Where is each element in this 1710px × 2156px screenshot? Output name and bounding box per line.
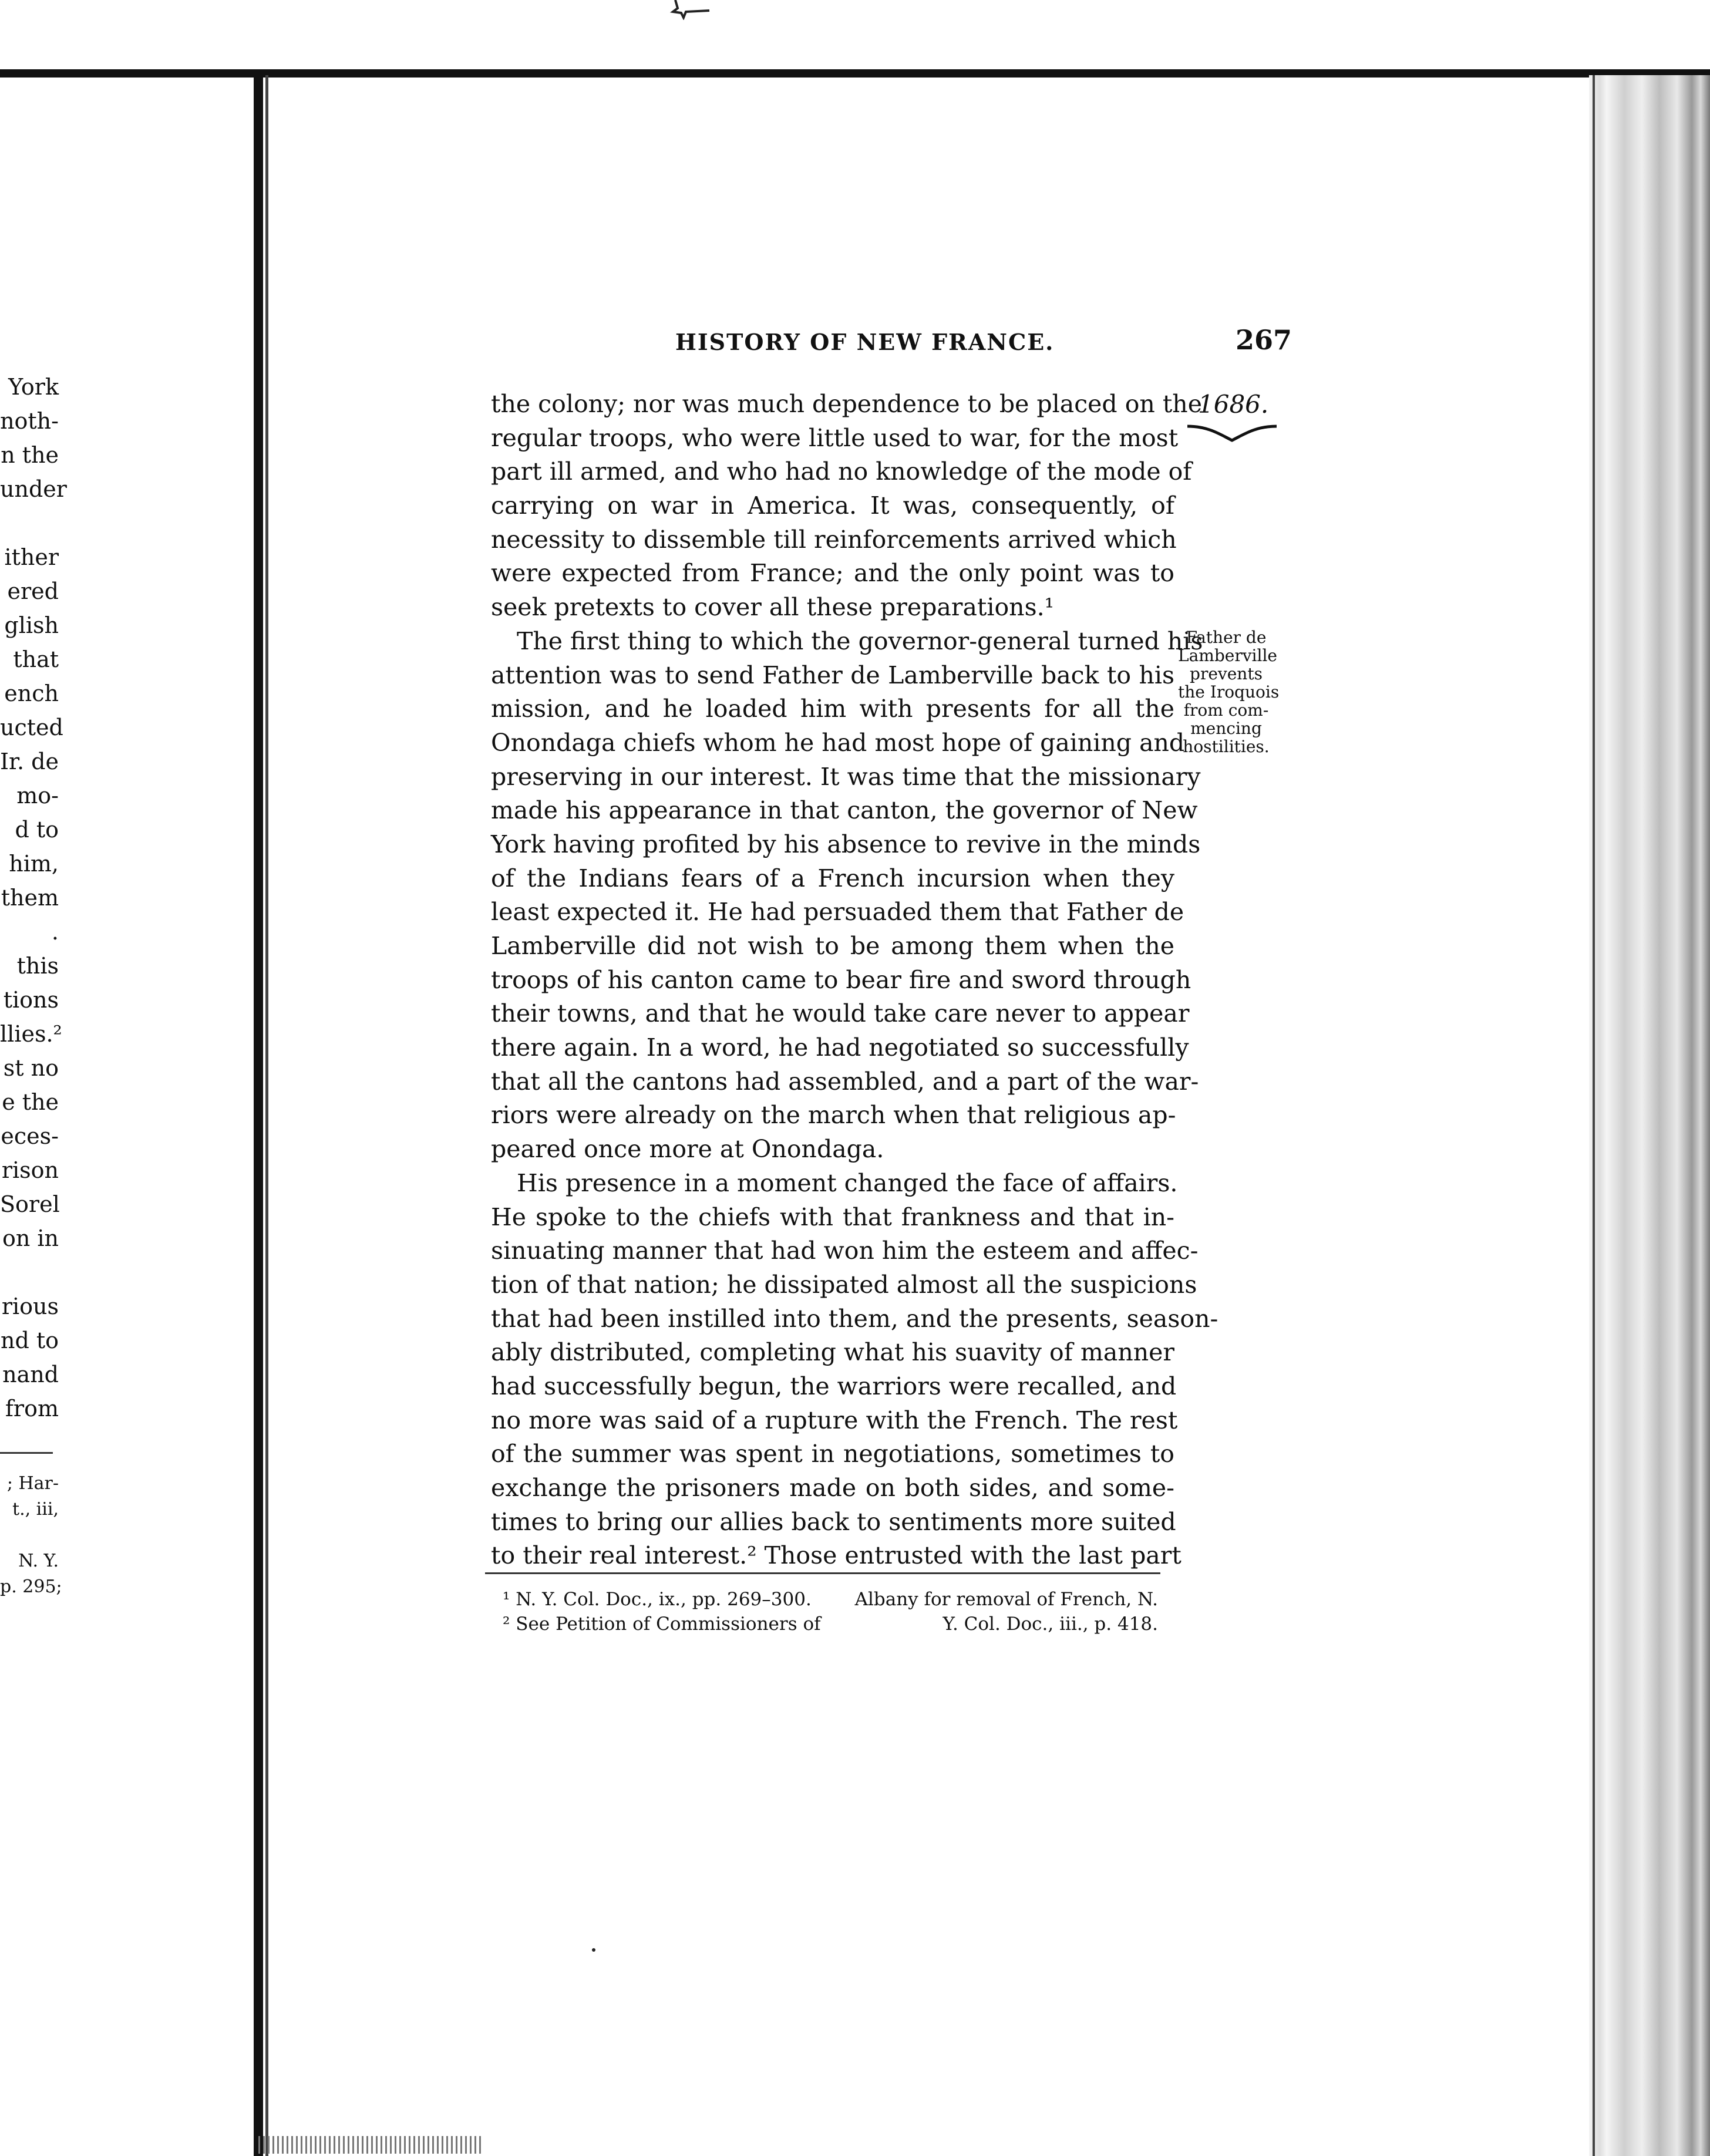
previous-page-line: ucted <box>0 715 63 740</box>
text-line: their towns, and that he would take care never to appear <box>491 999 1190 1028</box>
running-title: HISTORY OF NEW FRANCE. <box>675 329 1055 355</box>
previous-page-line: st no <box>3 1055 59 1081</box>
book-gutter <box>254 75 263 2156</box>
previous-page-text <box>0 370 67 1426</box>
text-line: seek pretexts to cover all these preparations.¹ <box>491 593 1055 622</box>
text-line: preserving in our interest. It was time that the missionary <box>491 762 1201 791</box>
previous-page-line: Ir. de <box>0 749 59 774</box>
text-line: He spoke to the chiefs with that frankness and that in- <box>491 1202 1174 1231</box>
previous-page-note-line: p. 295; <box>0 1576 62 1597</box>
text-line: sinuating manner that had won him the esteem and affec- <box>491 1237 1199 1265</box>
previous-page-line: . <box>51 919 59 945</box>
side-note-line: Lamberville <box>1178 646 1277 665</box>
previous-page-line <box>0 506 59 540</box>
previous-page-line: n the <box>1 442 59 468</box>
previous-page-line: on in <box>2 1225 59 1251</box>
previous-page-line: that <box>13 646 59 672</box>
text-line: necessity to dissemble till reinforcements arrived which <box>491 525 1177 554</box>
margin-brace <box>1185 423 1279 444</box>
text-line: troops of his canton came to bear fire and sword through <box>491 965 1191 994</box>
text-line: part ill armed, and who had no knowledge of the mode of <box>491 457 1192 486</box>
previous-page-line: nd to <box>0 1328 59 1353</box>
previous-page-line: e the <box>2 1089 59 1115</box>
previous-page-line <box>0 1255 59 1289</box>
bottom-page-stub <box>258 2136 482 2154</box>
text-line: of the summer was spent in negotiations, sometimes to <box>491 1440 1174 1468</box>
side-note-line: prevents <box>1190 664 1263 683</box>
side-note-line: from com- <box>1183 700 1269 720</box>
footnote <box>503 1587 1158 1612</box>
previous-page-footnotes <box>0 1471 62 1600</box>
text-line: were expected from France; and the only point was to <box>491 559 1174 588</box>
text-line: peared once more at Onondaga. <box>491 1135 884 1164</box>
previous-page-line: d to <box>15 817 59 843</box>
scan-dot <box>592 1948 595 1952</box>
footnote-left: ¹ N. Y. Col. Doc., ix., pp. 269–300. <box>503 1589 812 1610</box>
previous-page-note-line: ; Har- <box>6 1473 59 1494</box>
book-gutter-shadow <box>265 75 268 2156</box>
text-line: tion of that nation; he dissipated almost all the suspicions <box>491 1270 1197 1299</box>
previous-page-line: from <box>5 1396 59 1421</box>
text-line: there again. In a word, he had negotiated so successfully <box>491 1033 1189 1062</box>
text-line: the colony; nor was much dependence to be placed on the <box>491 390 1202 418</box>
previous-page-line: tions <box>3 987 59 1013</box>
text-line: times to bring our allies back to sentiments more suited <box>491 1507 1176 1536</box>
previous-page-line: mo- <box>16 783 59 808</box>
text-line: exchange the prisoners made on both sides, and some- <box>491 1474 1174 1502</box>
previous-page-line: this <box>16 953 59 979</box>
footnote-right: Y. Col. Doc., iii., p. 418. <box>942 1613 1158 1635</box>
text-line: Onondaga chiefs whom he had most hope of gaining and <box>491 728 1185 757</box>
footnote-left: ² See Petition of Commissioners of <box>503 1613 821 1635</box>
previous-page-line: York <box>8 374 59 400</box>
text-line: made his appearance in that canton, the governor of New <box>491 796 1198 825</box>
previous-page-line: ither <box>4 544 59 570</box>
text-line: no more was said of a rupture with the French. The rest <box>491 1406 1178 1434</box>
text-line: mission, and he loaded him with presents for all the <box>491 695 1174 723</box>
previous-page-line: ench <box>4 681 59 706</box>
side-note-line: the Iroquois <box>1178 682 1280 702</box>
previous-page-line: ered <box>7 578 59 604</box>
page-number: 267 <box>1236 324 1292 356</box>
footnote-rule <box>485 1572 1160 1574</box>
previous-page-line: rison <box>1 1157 59 1183</box>
text-line: Lamberville did not wish to be among them when the <box>491 932 1174 960</box>
text-line: to their real interest.² Those entrusted with the last part <box>491 1541 1181 1570</box>
previous-page-line: under <box>0 476 67 502</box>
previous-page-line: llies.² <box>0 1021 62 1047</box>
side-note-line: Father de <box>1186 628 1267 647</box>
text-line: carrying on war in America. It was, consequently, of <box>491 491 1174 520</box>
text-line: had successfully begun, the warriors were recalled, and <box>491 1372 1177 1400</box>
text-line: of the Indians fears of a French incursion when they <box>491 864 1174 892</box>
previous-page-line: him, <box>9 851 59 877</box>
text-line: attention was to send Father de Lamberville back to his <box>491 661 1174 689</box>
previous-page-line: noth- <box>0 408 59 434</box>
page-edge-line <box>1593 75 1595 2156</box>
previous-page-line: glish <box>4 612 59 638</box>
previous-page-footnote-rule <box>0 1452 53 1454</box>
text-line: ably distributed, completing what his suavity of manner <box>491 1338 1174 1367</box>
previous-page-line: eces- <box>1 1123 59 1149</box>
previous-page-line: nand <box>2 1362 59 1387</box>
main-text-block <box>491 388 1218 1573</box>
text-line: His presence in a moment changed the face of affairs. <box>517 1168 1178 1197</box>
text-line: riors were already on the march when that religious ap- <box>491 1101 1176 1130</box>
text-line: least expected it. He had persuaded them that Father de <box>491 898 1184 927</box>
side-note-line: mencing <box>1190 719 1262 738</box>
footnote <box>503 1612 1158 1636</box>
footnote-right: Albany for removal of French, N. <box>854 1589 1158 1610</box>
previous-page-line: rious <box>1 1293 59 1319</box>
previous-page-line: them <box>1 885 59 911</box>
scan-speck-mark <box>658 0 711 20</box>
previous-page-note-line <box>0 1522 59 1548</box>
previous-page-line: Sorel <box>0 1191 60 1217</box>
text-line: The first thing to which the governor-general turned his <box>517 626 1203 655</box>
side-note-line: hostilities. <box>1183 737 1270 756</box>
page-edges <box>1589 75 1710 2156</box>
previous-page-note-line: t., iii, <box>12 1499 59 1520</box>
text-line: that all the cantons had assembled, and a part of the war- <box>491 1067 1199 1096</box>
text-line: that had been instilled into them, and the presents, season- <box>491 1304 1218 1333</box>
footnotes <box>503 1587 1158 1636</box>
margin-year: 1686. <box>1198 390 1269 419</box>
text-line: regular troops, who were little used to war, for the most <box>491 423 1179 452</box>
previous-page-note-line: N. Y. <box>18 1551 59 1571</box>
text-line: York having profited by his absence to revive in the minds <box>491 830 1201 858</box>
